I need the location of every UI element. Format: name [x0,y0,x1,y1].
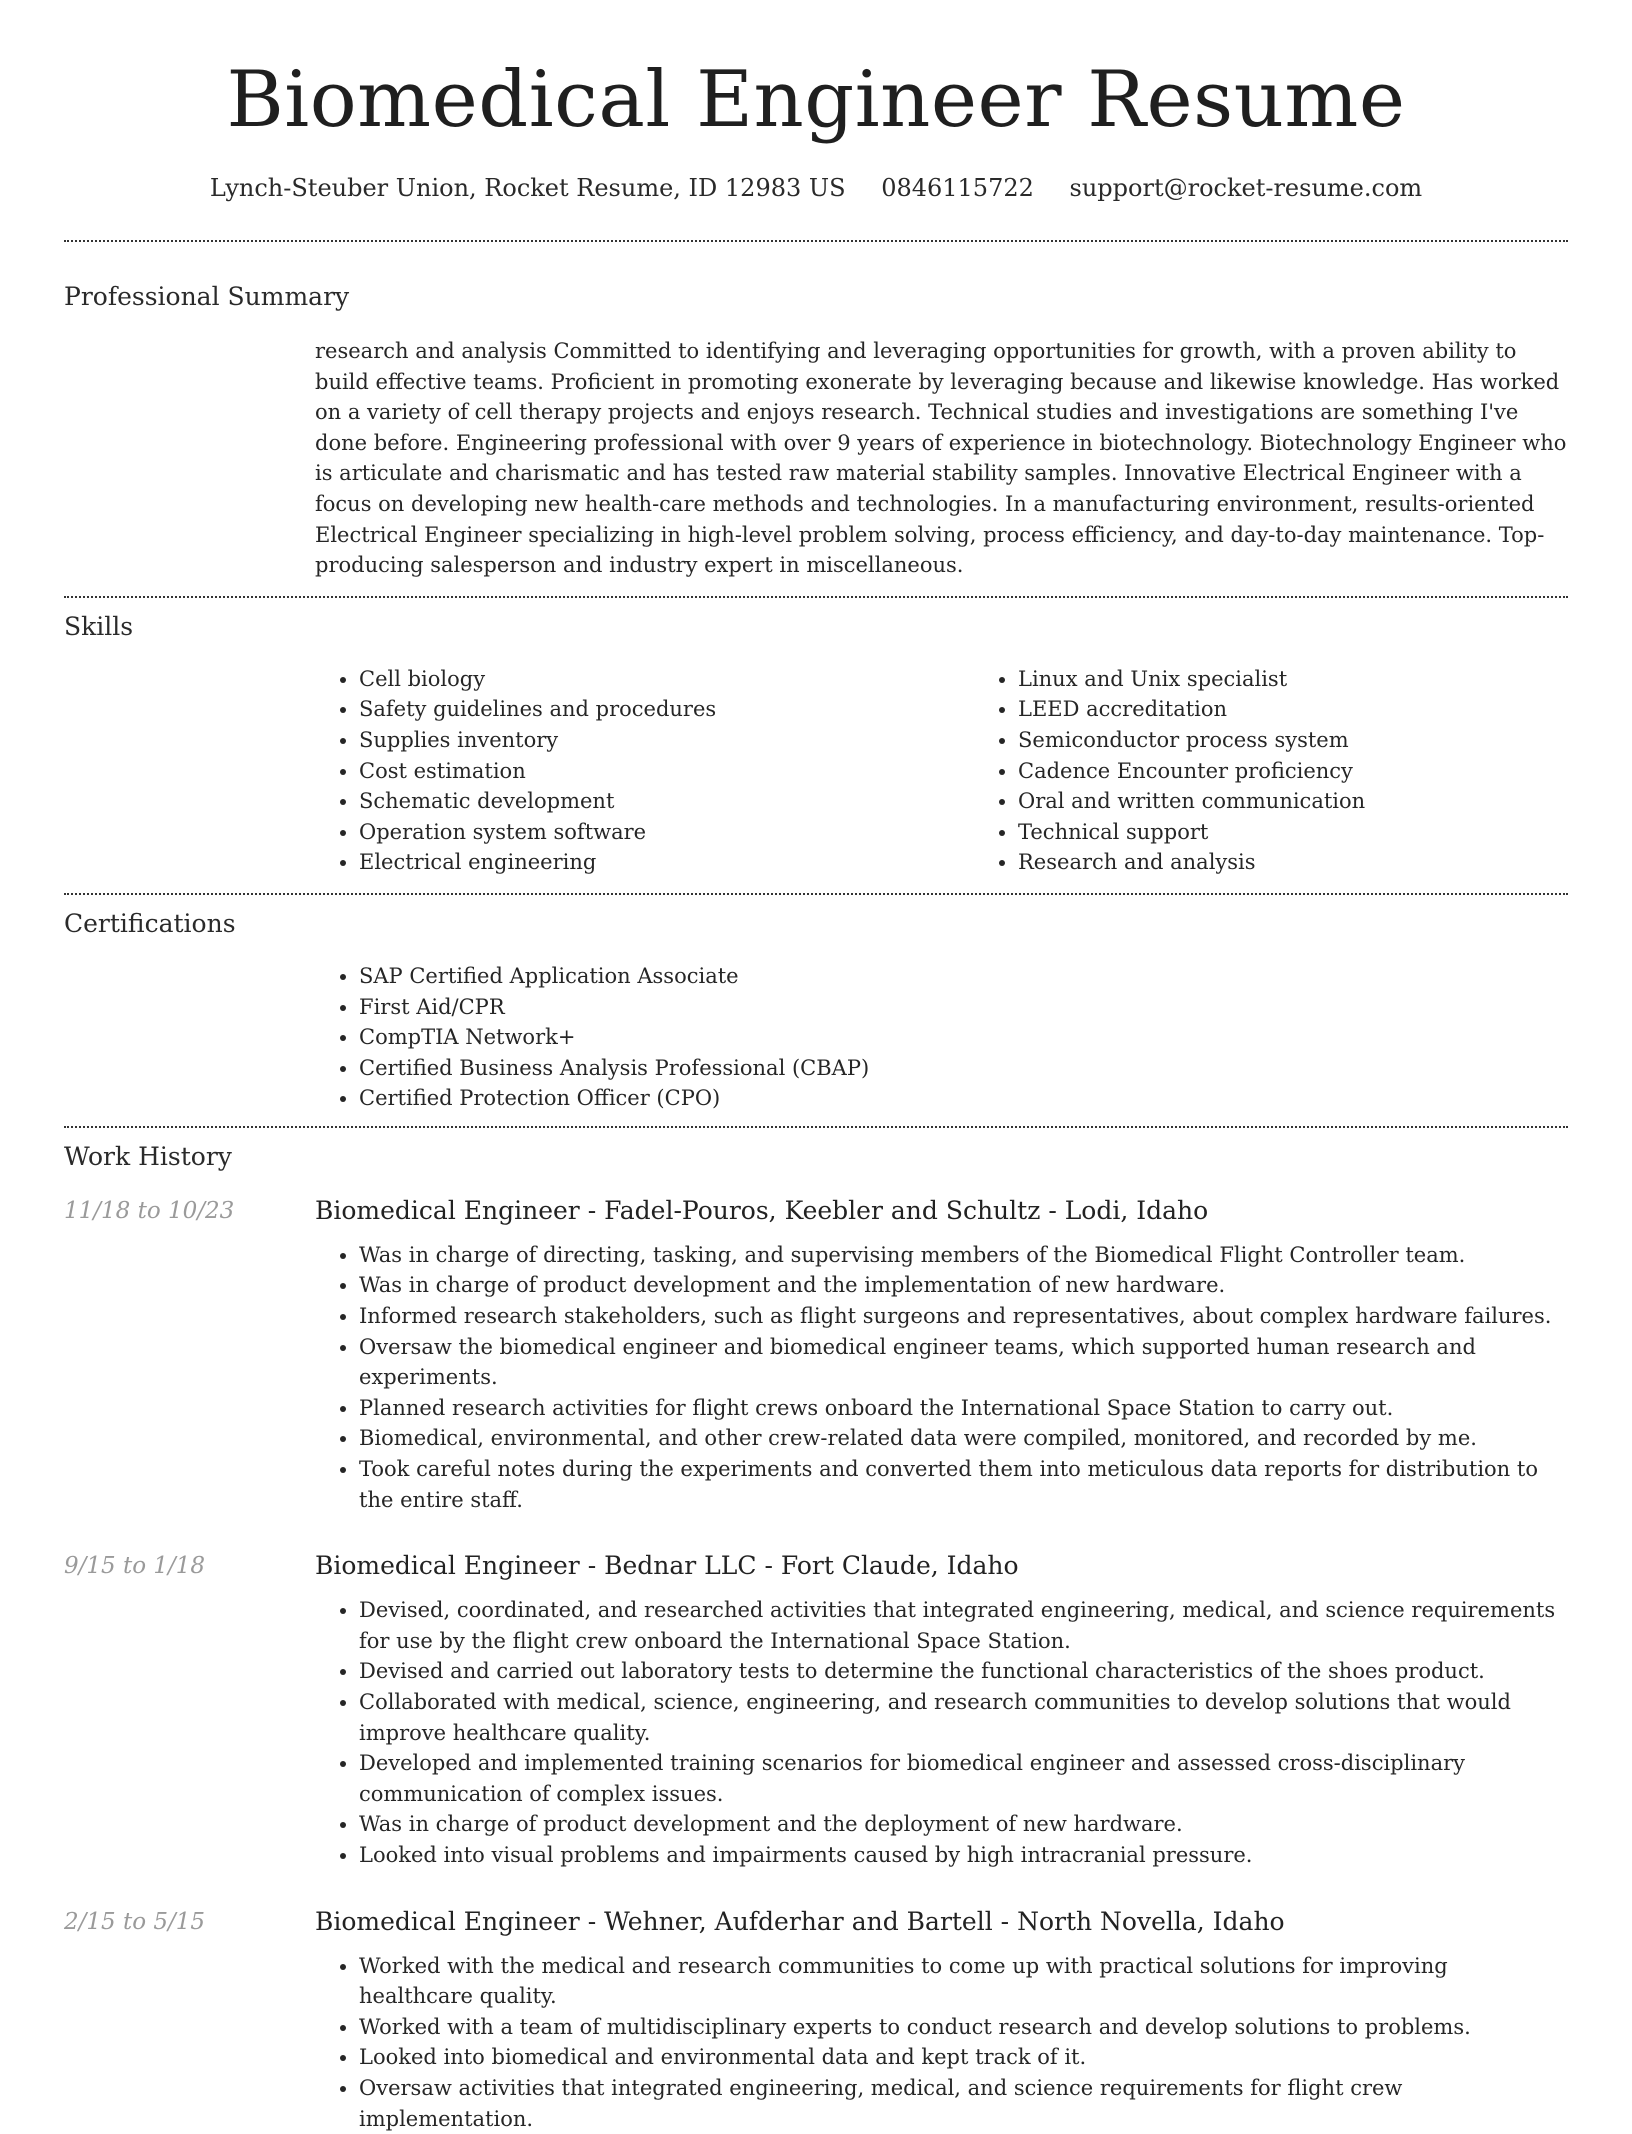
job-bullets [315,1951,1568,2134]
contact-address: Lynch-Steuber Union, Rocket Resume, ID 12983 US [209,174,846,202]
job-bullets [315,1595,1568,1870]
certifications-content [315,961,1568,1126]
job-bullets [315,1240,1568,1515]
certifications-list [315,961,1568,1114]
contact-email: support@rocket-resume.com [1069,174,1423,202]
job-entry [64,1194,1568,1515]
summary-content [315,336,1568,596]
list-item: • Research and analysis [1018,847,1632,878]
list-item: • Linux and Unix specialist [1018,664,1632,695]
list-item: • Looked into visual problems and impairments caused by high intracranial pressure. [359,1840,1568,1871]
list-item: • Worked with a team of multidisciplinary experts to conduct research and develop solutions to problems. [359,2012,1568,2043]
list-item: • Was in charge of directing, tasking, and supervising members of the Biomedical Flight Controller team. [359,1240,1568,1271]
job-entry [64,1905,1568,2134]
list-item: • Collaborated with medical, science, engineering, and research communities to develop solutions that would improve healthcare quality. [359,1687,1568,1748]
list-item: • Safety guidelines and procedures [359,694,974,725]
resume-header [64,0,1568,206]
skills-list-right [974,664,1632,878]
job-title: Biomedical Engineer - Bednar LLC - Fort Claude, Idaho [315,1551,1019,1581]
summary-text: research and analysis Committed to identifying and leveraging opportunities for growth, with a proven ability to build effective teams. Proficient in promoting exonerate by leveraging because and likewise knowledge. Has worked on a variety of cell therapy projects and enjoys research. Technical studies and investigations are something I've done before. Engineering professional with over 9 years of experience in biotechnology. Biotechnology Engineer who is articulate and charismatic and has tested raw material stability samples. Innovative Electrical Engineer with a focus on developing new health-care methods and technologies. In a manufacturing environment, results-oriented Electrical Engineer specializing in high-level problem solving, process efficiency, and day-to-day maintenance. Top-producing salesperson and industry expert in miscellaneous. [315,339,1567,578]
job-dates: 11/18 to 10/23 [64,1197,235,1224]
list-item: • Worked with the medical and research communities to come up with practical solutions for improving healthcare quality. [359,1951,1568,2012]
list-item: • Certified Protection Officer (CPO) [359,1083,1568,1114]
list-item: • Semiconductor process system [1018,725,1632,756]
list-item: • LEED accreditation [1018,694,1632,725]
job-body [315,1549,1568,1870]
list-item: • Developed and implemented training scenarios for biomedical engineer and assessed cross-disciplinary communication of complex issues. [359,1748,1568,1809]
certifications-heading: Certifications [64,908,236,938]
job-body [315,1905,1568,2134]
skills-section [64,598,1568,893]
job-dates: 2/15 to 5/15 [64,1908,206,1935]
certifications-section [64,895,1568,1126]
contact-phone: 0846115722 [881,174,1034,202]
list-item: • Oversaw the biomedical engineer and biomedical engineer teams, which supported human research and experiments. [359,1332,1568,1393]
skills-heading: Skills [64,611,134,641]
job-entry [64,1549,1568,1870]
list-item: • Technical support [1018,817,1632,848]
skills-content [315,664,1568,893]
list-item: • Cadence Encounter proficiency [1018,756,1632,787]
resume-title: Biomedical Engineer Resume [226,55,1406,145]
list-item: • Operation system software [359,817,974,848]
list-item: • Certified Business Analysis Professional (CBAP) [359,1053,1568,1084]
list-item: • Was in charge of product development and the implementation of new hardware. [359,1270,1568,1301]
list-item: • Biomedical, environmental, and other crew-related data were compiled, monitored, and recorded by me. [359,1423,1568,1454]
list-item: • First Aid/CPR [359,992,1568,1023]
job-body [315,1194,1568,1515]
list-item: • Cell biology [359,664,974,695]
list-item: • Looked into biomedical and environmental data and kept track of it. [359,2042,1568,2073]
summary-heading: Professional Summary [64,282,350,311]
list-item: • SAP Certified Application Associate [359,961,1568,992]
list-item: • Planned research activities for flight crews onboard the International Space Station to carry out. [359,1393,1568,1424]
job-dates: 9/15 to 1/18 [64,1553,206,1580]
list-item: • Oversaw activities that integrated engineering, medical, and science requirements for flight crew implementation. [359,2073,1568,2134]
list-item: • Supplies inventory [359,725,974,756]
summary-section [64,242,1568,596]
list-item: • Took careful notes during the experiments and converted them into meticulous data reports for distribution to the entire staff. [359,1454,1568,1515]
job-title: Biomedical Engineer - Fadel-Pouros, Keebler and Schultz - Lodi, Idaho [315,1195,1209,1225]
list-item: • Devised and carried out laboratory tests to determine the functional characteristics of the shoes product. [359,1656,1568,1687]
list-item: • Devised, coordinated, and researched activities that integrated engineering, medical, and science requirements for use by the flight crew onboard the International Space Station. [359,1595,1568,1656]
list-item: • CompTIA Network+ [359,1022,1568,1053]
list-item: • Was in charge of product development and the deployment of new hardware. [359,1809,1568,1840]
skills-list-left [315,664,974,878]
list-item: • Schematic development [359,786,974,817]
work-section [64,1128,1568,2134]
list-item: • Cost estimation [359,756,974,787]
list-item: • Informed research stakeholders, such as flight surgeons and representatives, about complex hardware failures. [359,1301,1568,1332]
work-heading: Work History [64,1141,232,1171]
list-item: • Oral and written communication [1018,786,1632,817]
contact-line [64,170,1568,206]
list-item: • Electrical engineering [359,847,974,878]
job-title: Biomedical Engineer - Wehner, Aufderhar and Bartell - North Novella, Idaho [315,1906,1285,1936]
